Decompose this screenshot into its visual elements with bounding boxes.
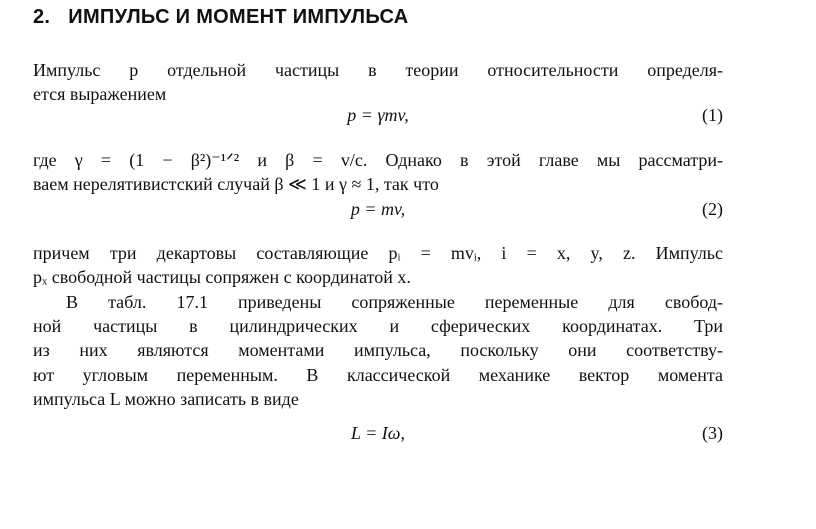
text-line: импульса L можно записать в виде <box>33 389 299 409</box>
text-line: из них являются моментами импульса, поскольку они соответству- <box>33 340 723 360</box>
text-line: ваем нерелятивистский случай β ≪ 1 и γ ≈ 1, так что <box>33 174 439 194</box>
section-title: ИМПУЛЬС И МОМЕНТ ИМПУЛЬСА <box>68 6 409 28</box>
equation-3 <box>33 423 723 447</box>
text-line: ной частицы в цилиндрических и сферических координатах. Три <box>33 316 723 336</box>
text-line: ют угловым переменным. В классической механике вектор момента <box>33 365 723 385</box>
equation-formula: p = γmv, <box>347 105 409 125</box>
section-number: 2. <box>33 6 51 28</box>
text-line: где γ = (1 − β²)⁻¹ᐟ² и β = v/c. Однако в этой главе мы рассматри- <box>33 150 723 170</box>
equation-2 <box>33 199 723 223</box>
equation-number: (3) <box>702 423 723 443</box>
text-line: В табл. 17.1 приведены сопряженные переменные для свобод- <box>66 292 723 312</box>
text-line: ется выражением <box>33 84 167 104</box>
section-heading <box>33 6 409 29</box>
text-line: pₓ свободной частицы сопряжен с координатой x. <box>33 267 411 287</box>
text-line: причем три декартовы составляющие pᵢ = mvᵢ, i = x, y, z. Импульс <box>33 243 723 263</box>
equation-formula: p = mv, <box>350 199 406 219</box>
text-line: Импульс p отдельной частицы в теории относительности определя- <box>33 60 723 80</box>
equation-number: (1) <box>702 105 723 125</box>
equation-number: (2) <box>702 199 723 219</box>
equation-1 <box>33 105 723 129</box>
equation-formula: L = Iω, <box>350 423 406 443</box>
